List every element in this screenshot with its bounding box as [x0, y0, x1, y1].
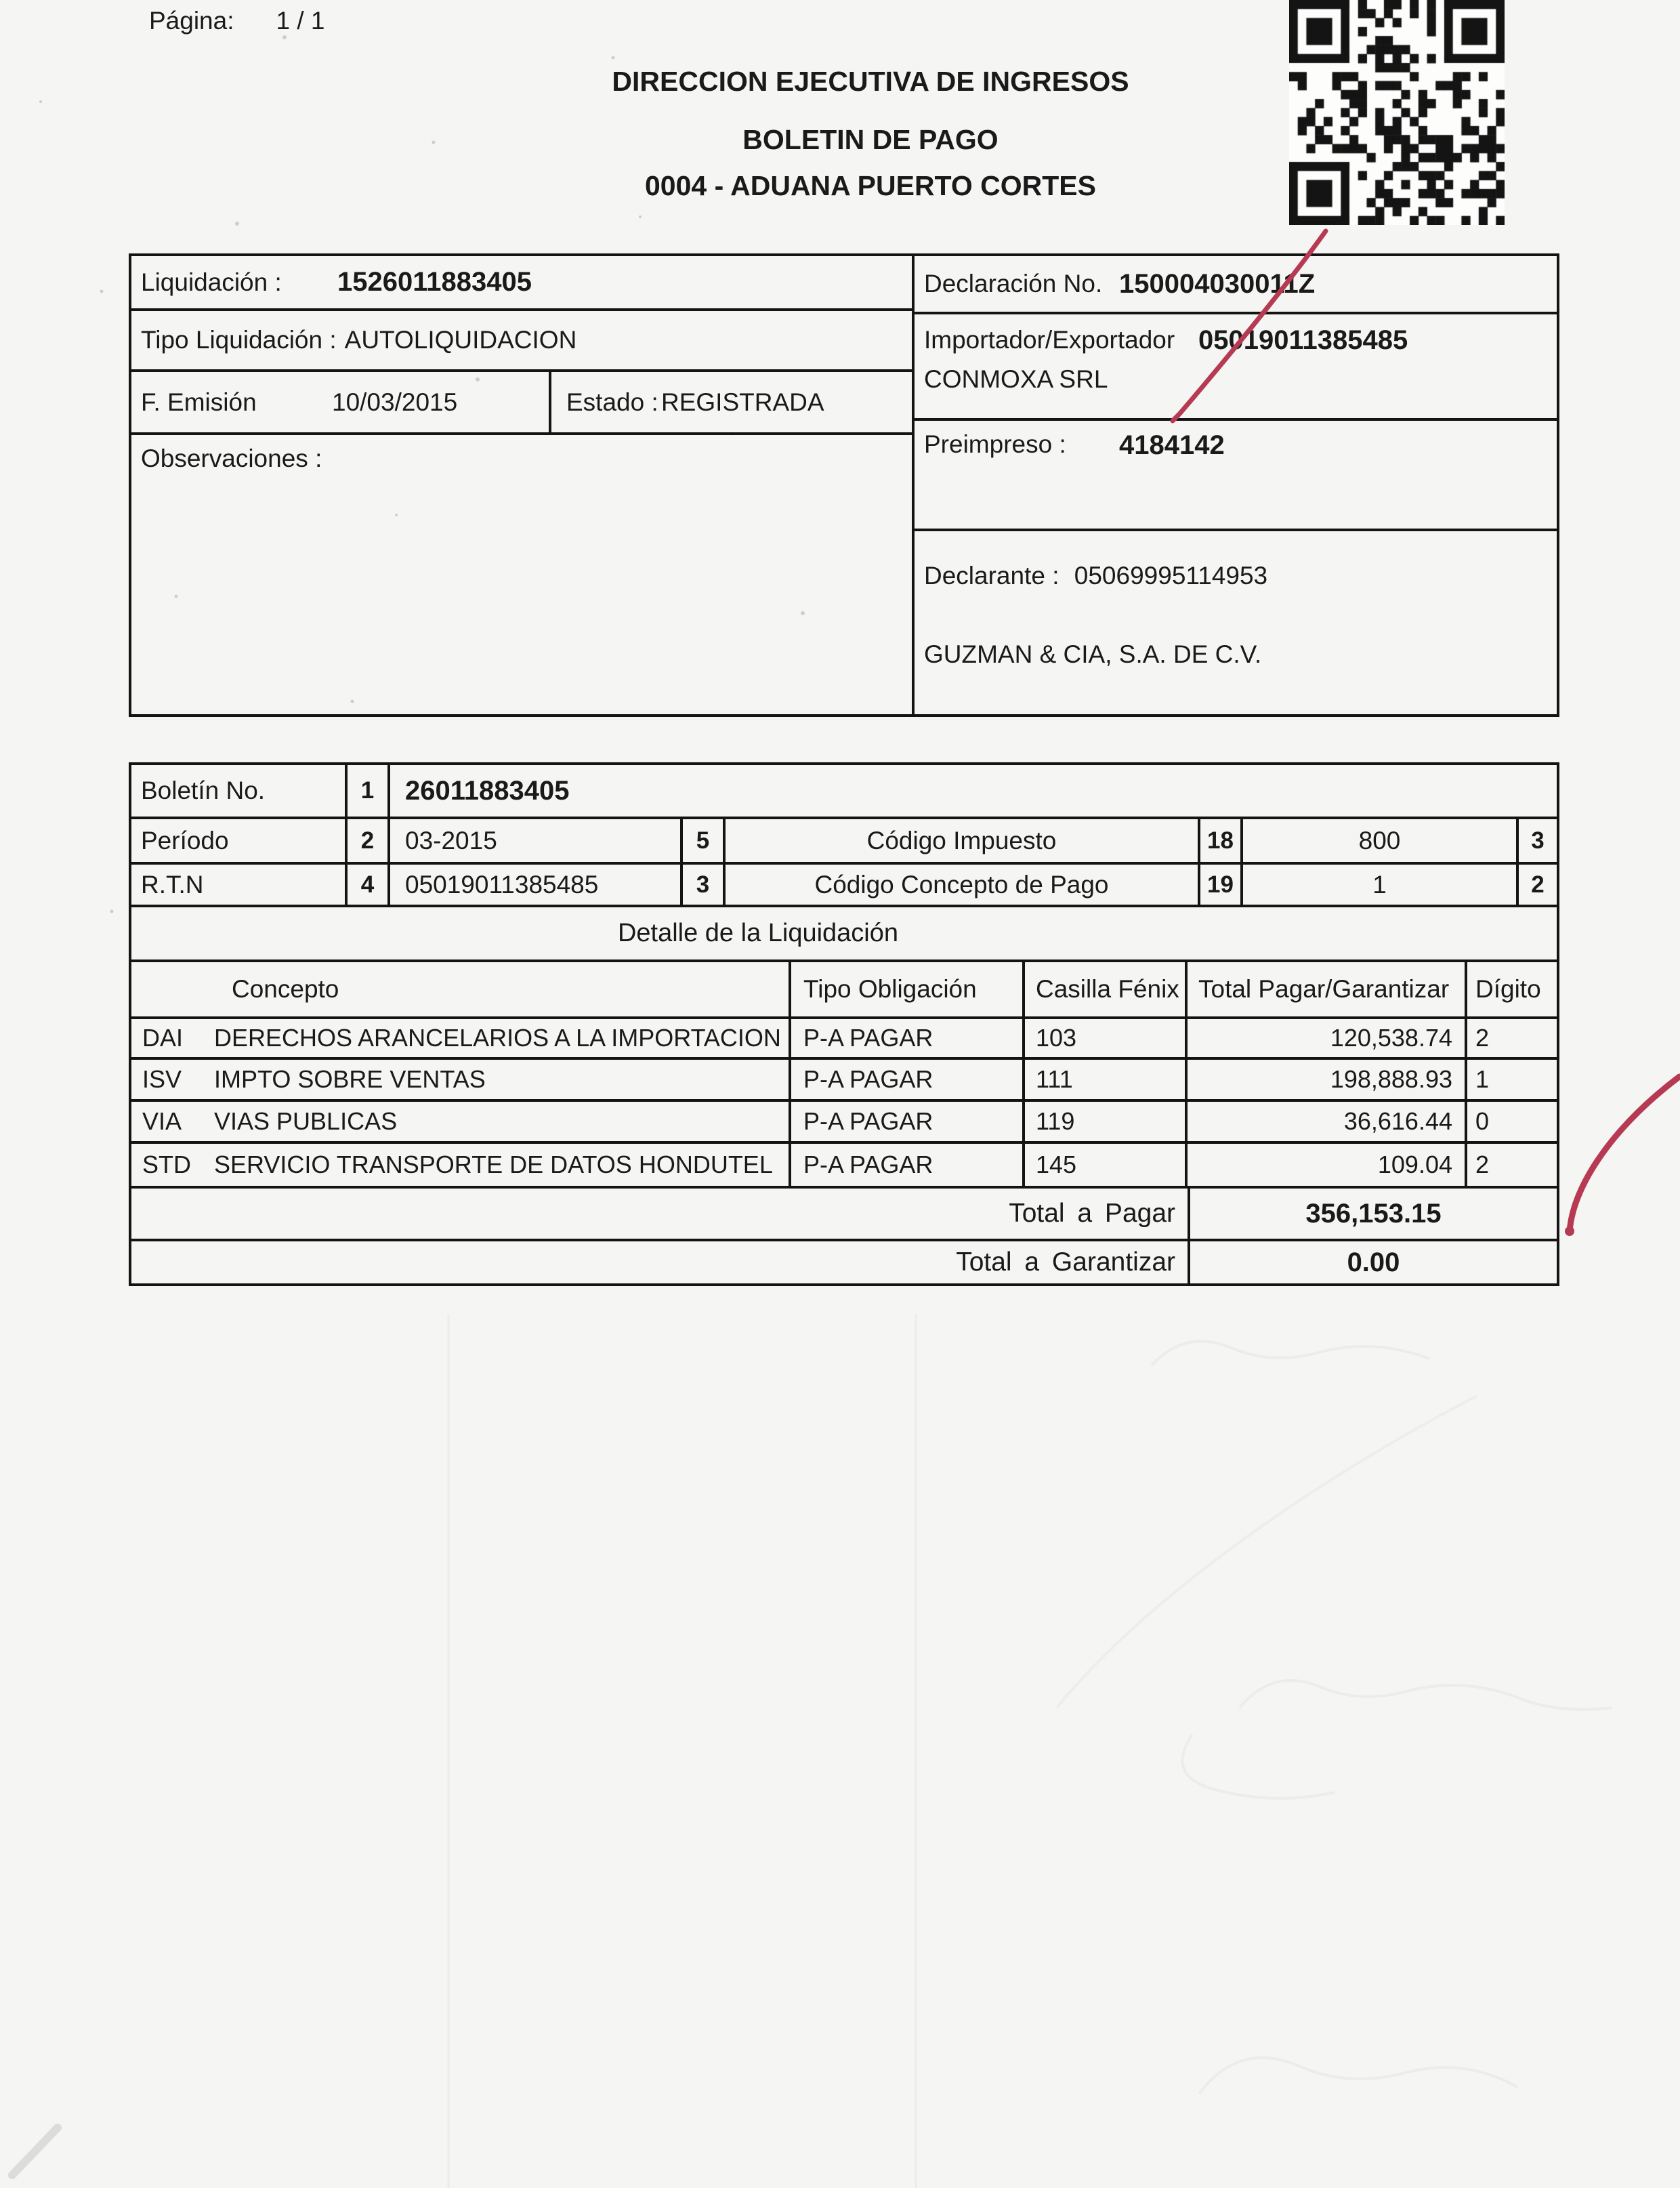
table-row	[131, 1060, 1557, 1102]
concepto-code: ISV	[142, 1065, 182, 1093]
concepto-desc: IMPTO SOBRE VENTAS	[214, 1065, 486, 1093]
concepto-desc: SERVICIO TRANSPORTE DE DATOS HONDUTEL	[214, 1151, 773, 1178]
detail-header-row	[131, 962, 1557, 1019]
detalle-title: Detalle de la Liquidación	[617, 919, 899, 947]
estado-value: REGISTRADA	[661, 388, 824, 416]
document-titles	[612, 65, 1129, 202]
periodo-value: 03-2015	[405, 826, 497, 854]
importador-row	[915, 314, 1557, 421]
pen-check-dot	[1565, 1226, 1574, 1236]
total-pagar-label: Total a Pagar	[131, 1189, 1190, 1239]
col-header-casilla-fenix: Casilla Fénix	[1025, 962, 1188, 1016]
importador-nombre: CONMOXA SRL	[924, 365, 1108, 393]
tipo-obligacion: P-A PAGAR	[791, 1019, 1025, 1057]
boletin-detail-table	[129, 762, 1559, 1286]
declarante-row	[915, 531, 1557, 714]
declaracion-label: Declaración No.	[924, 270, 1103, 297]
concepto-code: VIA	[142, 1107, 182, 1135]
codigo-concepto-digito: 2	[1516, 865, 1557, 905]
pen-check-stroke	[1570, 1077, 1679, 1233]
col-header-total: Total Pagar/Garantizar	[1188, 962, 1467, 1016]
col-header-digito: Dígito	[1475, 975, 1541, 1003]
periodo-box-num: 2	[345, 819, 390, 862]
corner-smudge	[12, 2128, 58, 2175]
f-emision-cell	[131, 372, 551, 432]
periodo-box-num2: 5	[680, 819, 726, 862]
liquidation-info-right-column	[915, 256, 1557, 714]
total-pagar: 198,888.93	[1188, 1060, 1467, 1099]
concepto-code: STD	[142, 1151, 191, 1178]
casilla-fenix: 145	[1025, 1144, 1188, 1186]
total-pagar: 109.04	[1188, 1144, 1467, 1186]
table-row	[131, 1019, 1557, 1060]
total-garantizar-label: Total a Garantizar	[131, 1241, 1190, 1283]
crease-line	[1057, 1396, 1477, 1708]
codigo-concepto-label: Código Concepto de Pago	[814, 870, 1109, 899]
liquidation-info-table	[129, 253, 1559, 717]
boletin-label: Boletín No.	[141, 777, 266, 804]
f-emision-value: 10/03/2015	[332, 388, 458, 416]
tipo-liquidacion-value: AUTOLIQUIDACION	[344, 326, 577, 354]
col-header-concepto: Concepto	[131, 962, 791, 1016]
org-title: DIRECCION EJECUTIVA DE INGRESOS	[612, 66, 1129, 97]
estado-cell	[551, 372, 912, 432]
liquidation-info-left-column	[131, 256, 915, 714]
page-counter-label: Página:	[149, 7, 234, 35]
codigo-impuesto-value: 800	[1358, 826, 1401, 854]
total-garantizar-value: 0.00	[1347, 1247, 1400, 1277]
f-emision-label: F. Emisión	[141, 388, 257, 416]
boletin-no-row	[131, 765, 1557, 819]
digito: 0	[1475, 1107, 1490, 1135]
total-pagar-value: 356,153.15	[1305, 1198, 1442, 1229]
tipo-obligacion: P-A PAGAR	[791, 1144, 1025, 1186]
casilla-fenix: 103	[1025, 1019, 1188, 1057]
preimpreso-value: 4184142	[1119, 430, 1225, 460]
concepto-desc: DERECHOS ARANCELARIOS A LA IMPORTACION	[214, 1024, 781, 1052]
concepto-code: DAI	[142, 1024, 184, 1052]
rtn-value: 05019011385485	[405, 870, 599, 899]
digito: 2	[1475, 1151, 1490, 1178]
tipo-liquidacion-row	[131, 311, 912, 372]
casilla-fenix: 119	[1025, 1102, 1188, 1141]
liquidacion-label: Liquidación :	[141, 268, 282, 296]
emision-estado-row	[131, 372, 912, 435]
page-counter-value: 1 / 1	[276, 7, 325, 35]
total-garantizar-row	[131, 1241, 1557, 1283]
rtn-row	[131, 865, 1557, 907]
tipo-liquidacion-label: Tipo Liquidación :	[141, 326, 337, 354]
codigo-impuesto-box-num: 18	[1198, 819, 1243, 862]
page-counter	[149, 7, 325, 35]
importador-label: Importador/Exportador	[924, 326, 1175, 354]
declarante-label: Declarante :	[924, 562, 1059, 590]
customs-office-title: 0004 - ADUANA PUERTO CORTES	[644, 170, 1096, 201]
qr-code-icon	[1289, 0, 1505, 225]
preimpreso-label: Preimpreso :	[924, 430, 1066, 458]
declaracion-value: 150004030011Z	[1119, 268, 1316, 299]
table-row	[131, 1144, 1557, 1189]
liquidacion-value: 1526011883405	[337, 267, 532, 297]
casilla-fenix: 111	[1025, 1060, 1188, 1099]
estado-label: Estado :	[566, 388, 658, 416]
declaracion-row	[915, 256, 1557, 314]
observaciones-label: Observaciones :	[141, 445, 322, 472]
codigo-impuesto-label: Código Impuesto	[866, 826, 1057, 854]
codigo-impuesto-digito: 3	[1516, 819, 1557, 862]
periodo-label: Período	[141, 826, 229, 854]
rtn-label: R.T.N	[141, 870, 204, 899]
importador-value: 05019011385485	[1198, 325, 1408, 355]
digito: 1	[1475, 1065, 1490, 1093]
total-pagar: 36,616.44	[1188, 1102, 1467, 1141]
table-row	[131, 1102, 1557, 1144]
total-pagar-row	[131, 1189, 1557, 1241]
digito: 2	[1475, 1024, 1490, 1052]
ink-bleedthrough-marks	[1152, 1341, 1612, 2094]
preimpreso-row	[915, 421, 1557, 531]
boletin-box-num: 1	[345, 765, 390, 817]
total-pagar: 120,538.74	[1188, 1019, 1467, 1057]
liquidacion-row	[131, 256, 912, 311]
detalle-title-row	[131, 907, 1557, 962]
declarante-nombre: GUZMAN & CIA, S.A. DE C.V.	[924, 640, 1262, 668]
rtn-box-num: 4	[345, 865, 390, 905]
rtn-box-num2: 3	[680, 865, 726, 905]
document-title: BOLETIN DE PAGO	[742, 124, 999, 155]
concepto-desc: VIAS PUBLICAS	[214, 1107, 398, 1135]
periodo-row	[131, 819, 1557, 865]
tipo-obligacion: P-A PAGAR	[791, 1060, 1025, 1099]
tipo-obligacion: P-A PAGAR	[791, 1102, 1025, 1141]
codigo-concepto-value: 1	[1372, 870, 1387, 899]
declarante-value: 05069995114953	[1074, 562, 1268, 590]
col-header-tipo-obligacion: Tipo Obligación	[791, 962, 1025, 1016]
boletin-value: 26011883405	[405, 775, 570, 806]
observaciones-row	[131, 435, 912, 714]
codigo-concepto-box-num: 19	[1198, 865, 1243, 905]
